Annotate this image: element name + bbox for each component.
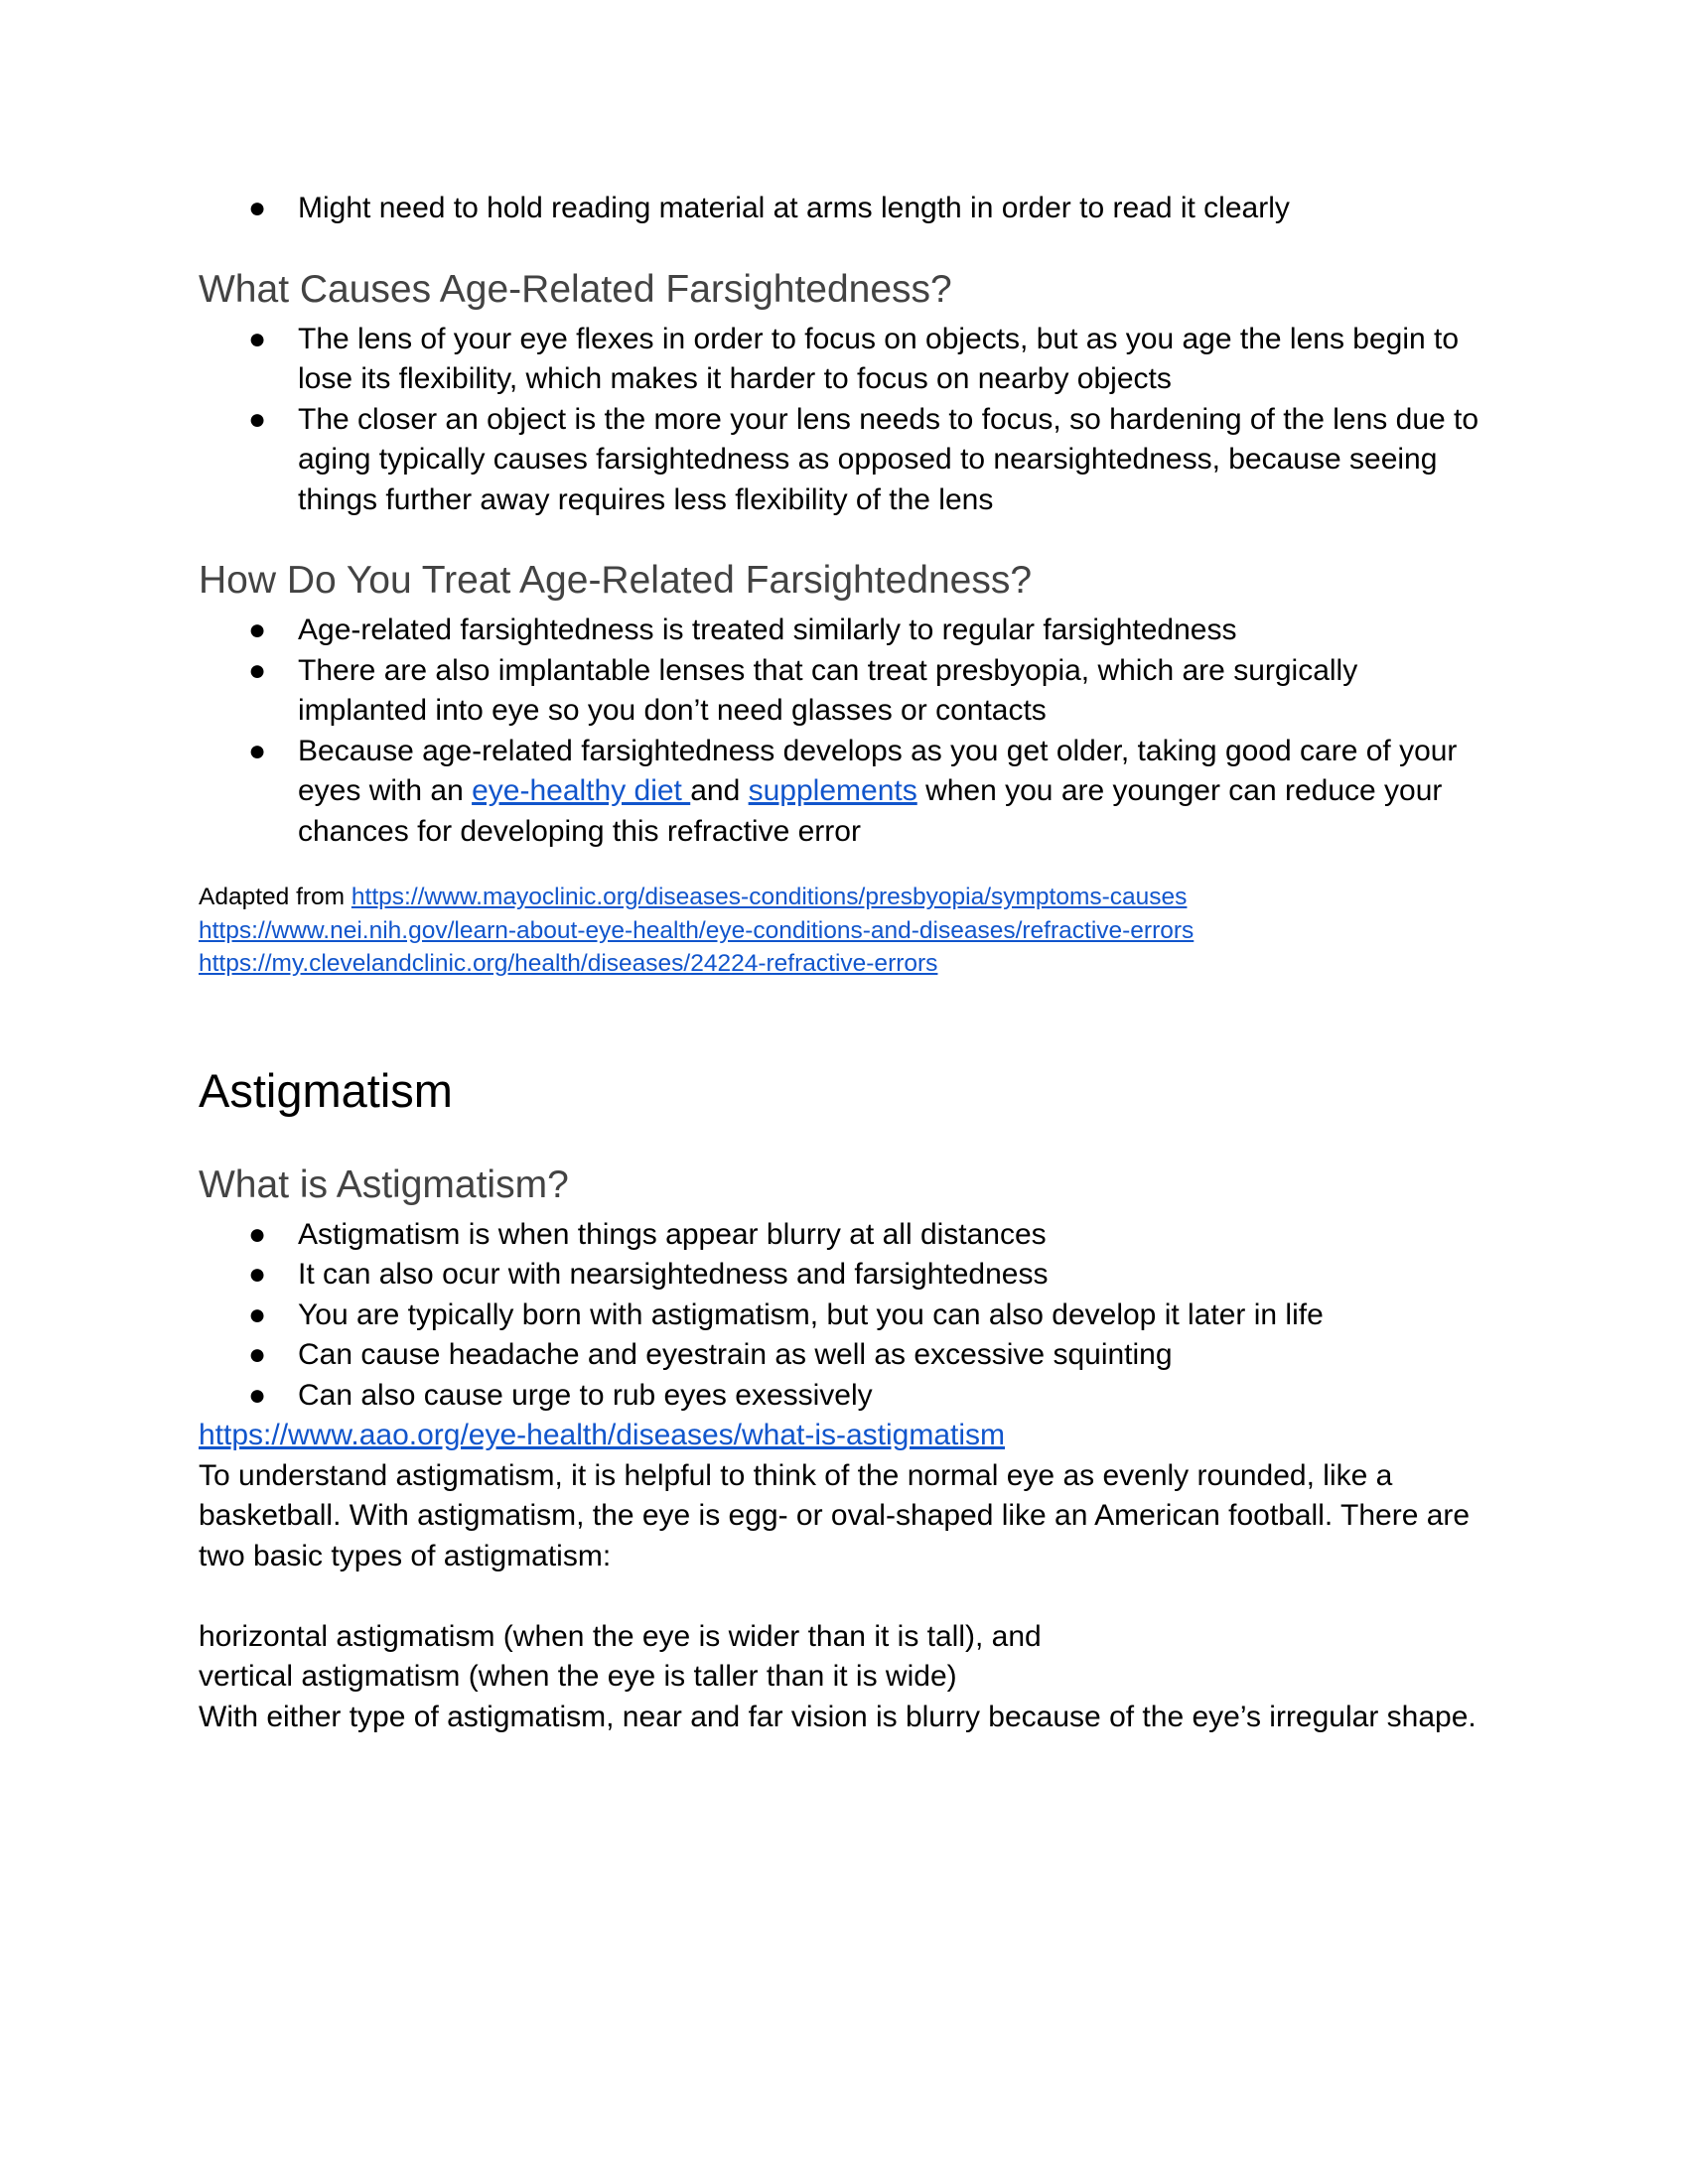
list-item-text: You are typically born with astigmatism, but you can also develop it later in life — [298, 1297, 1324, 1331]
astigmatism-paragraph-2: With either type of astigmatism, near and far vision is blurry because of the eye’s irregular shape. — [199, 1700, 1477, 1733]
list-item-text: Astigmatism is when things appear blurry at all distances — [298, 1217, 1047, 1251]
eye-healthy-diet-link[interactable]: eye-healthy diet — [472, 774, 691, 807]
symptoms-list — [199, 189, 1489, 229]
list-item-text: The closer an object is the more your lens needs to focus, so hardening of the lens due to aging typically causes farsightedness as opposed to nearsightedness, because seeing things further away requires less flexibility of the lens — [298, 402, 1479, 516]
source-line — [199, 914, 1489, 948]
bullet-icon: ● — [248, 192, 267, 224]
treatment-heading: How Do You Treat Age-Related Farsightedness? — [199, 559, 1033, 602]
source-link-nei[interactable]: https://www.nei.nih.gov/learn-about-eye-health/eye-conditions-and-diseases/refractive-errors — [199, 916, 1195, 944]
bullet-icon: ● — [248, 653, 267, 687]
list-item — [199, 1335, 1489, 1376]
bullet-icon: ● — [248, 1338, 267, 1371]
astigmatism-type-horizontal: horizontal astigmatism (when the eye is wider than it is tall), and — [199, 1619, 1042, 1653]
bullet-icon: ● — [248, 614, 267, 646]
bullet-icon: ● — [248, 1378, 267, 1412]
astigmatism-list — [199, 1215, 1489, 1417]
source-line — [199, 947, 1489, 981]
list-item-text-after: when you are younger can reduce your chances for developing this refractive error — [298, 774, 1443, 848]
list-item-text-middle: and — [690, 774, 749, 807]
supplements-link[interactable]: supplements — [748, 774, 917, 807]
treatment-list — [199, 611, 1489, 852]
list-item-text: Can cause headache and eyestrain as well as excessive squinting — [298, 1338, 1173, 1371]
bullet-icon: ● — [248, 734, 267, 767]
list-item-text: The lens of your eye flexes in order to focus on objects, but as you age the lens begin to lose its flexibility, which makes it harder to focus on nearby objects — [298, 322, 1460, 395]
sources-block — [199, 881, 1489, 981]
list-item-text: There are also implantable lenses that can treat presbyopia, which are surgically implanted into eye so you don’t need glasses or contacts — [298, 653, 1358, 727]
bullet-icon: ● — [248, 402, 267, 436]
bullet-icon: ● — [248, 1217, 267, 1251]
astigmatism-paragraph-1: To understand astigmatism, it is helpful to think of the normal eye as evenly rounded, like a basketball. With astigmatism, the eye is egg- or oval-shaped like an American football. There are two basic types of astigmatism: — [199, 1458, 1471, 1572]
list-item-text: Might need to hold reading material at arms length in order to read it clearly — [298, 192, 1290, 224]
bullet-icon: ● — [248, 1297, 267, 1331]
astigmatism-type-vertical: vertical astigmatism (when the eye is taller than it is wide) — [199, 1660, 957, 1693]
list-item — [199, 400, 1489, 521]
list-item — [199, 1215, 1489, 1256]
list-item — [199, 189, 1489, 229]
source-link-clevelandclinic[interactable]: https://my.clevelandclinic.org/health/diseases/24224-refractive-errors — [199, 950, 938, 977]
list-item — [199, 1296, 1489, 1336]
source-link-mayoclinic[interactable]: https://www.mayoclinic.org/diseases-conditions/presbyopia/symptoms-causes — [351, 884, 1188, 910]
list-item — [199, 611, 1489, 651]
causes-heading: What Causes Age-Related Farsightedness? — [199, 267, 952, 311]
aao-source-line — [199, 1416, 1489, 1456]
causes-list — [199, 320, 1489, 521]
list-item-text: It can also ocur with nearsightedness and farsightedness — [298, 1258, 1049, 1291]
source-line — [199, 881, 1489, 914]
list-item — [199, 651, 1489, 732]
what-is-astigmatism-heading: What is Astigmatism? — [199, 1162, 569, 1206]
bullet-icon: ● — [248, 1258, 267, 1291]
list-item — [199, 320, 1489, 400]
list-item-text-before: Because age-related farsightedness develops as you get older, taking good care of your eyes with an — [298, 734, 1458, 807]
list-item — [199, 732, 1489, 853]
list-item — [199, 1376, 1489, 1417]
adapted-from-label: Adapted from — [199, 884, 352, 910]
document-page — [199, 189, 1489, 1737]
source-link-aao[interactable]: https://www.aao.org/eye-health/diseases/what-is-astigmatism — [199, 1419, 1006, 1451]
list-item-text: Age-related farsightedness is treated similarly to regular farsightedness — [298, 614, 1237, 646]
list-item-text: Can also cause urge to rub eyes exessively — [298, 1378, 873, 1412]
astigmatism-title: Astigmatism — [199, 1063, 453, 1117]
list-item — [199, 1255, 1489, 1296]
bullet-icon: ● — [248, 322, 267, 355]
